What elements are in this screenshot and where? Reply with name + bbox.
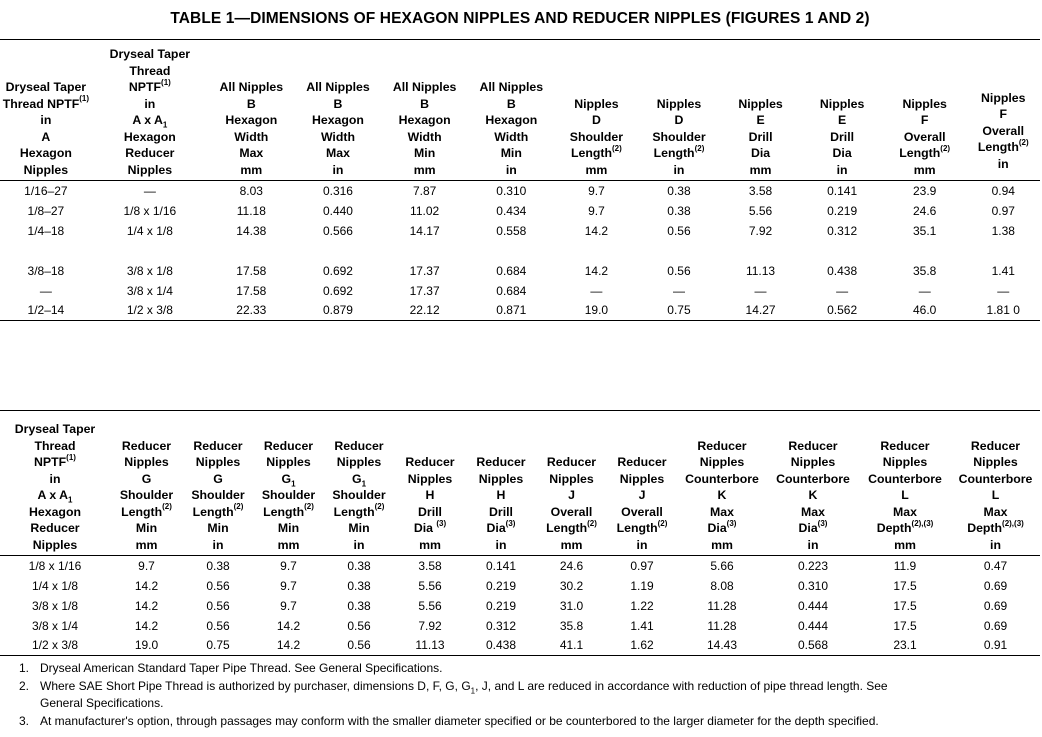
t2-col-j-mm: Reducer Nipples J Overall Length$^{(2)}$ mm — [536, 411, 607, 556]
table1-body — [0, 181, 1040, 321]
table-row — [0, 201, 1040, 221]
table-row — [0, 281, 1040, 301]
table-cell: 1.81 0 — [966, 301, 1040, 321]
footnote-3: 3. At manufacturer's option, through passages may conform with the smaller diameter specified or be counterbored to the larger diameter for the depth specified. — [19, 713, 879, 728]
table-cell: 14.2 — [584, 223, 609, 238]
table-cell: 35.8 — [559, 618, 584, 633]
table-cell: 0.312 — [827, 223, 858, 238]
table-cell: 24.6 — [913, 203, 937, 218]
t1-col-thread-size: Dryseal Taper Thread NPTF$^{(1)}$ in A Hexagon Nipples — [0, 40, 92, 181]
table-cell: 1/16–27 — [24, 183, 68, 198]
table-row — [0, 241, 1040, 281]
table-cell: 17.37 — [409, 263, 440, 278]
table-cell: 8.03 — [239, 183, 263, 198]
table-cell: 0.219 — [827, 203, 858, 218]
table-cell: — — [39, 283, 52, 298]
table-cell: 1/2–14 — [0, 301, 92, 321]
table-cell: 0.56 — [347, 618, 371, 633]
table-cell: 7.92 — [418, 618, 442, 633]
table-cell: 0.438 — [466, 636, 536, 656]
table2-body — [0, 556, 1040, 656]
table-cell: 0.879 — [295, 301, 382, 321]
t2-col-k-in: Reducer Nipples Counterbore K Max Dia$^{(3)}$ in — [767, 411, 859, 556]
reducer-nipples-table — [0, 410, 1040, 656]
t2-col-g-in: Reducer Nipples G Shoulder Length$^{(2)}$ Min in — [183, 411, 253, 556]
table-cell: 17.5 — [893, 578, 917, 593]
table-cell: 9.7 — [280, 598, 297, 613]
table-cell: 35.8 — [913, 263, 937, 278]
table-cell: 7.92 — [748, 223, 773, 238]
t1-col-b-max-in: All Nipples B Hexagon Width Max in — [295, 40, 382, 181]
table-cell: 31.0 — [559, 598, 584, 613]
table-cell: 0.38 — [347, 558, 371, 573]
table-row — [0, 556, 1040, 576]
t1-col-f-in: Nipples F Overall Length$^{(2)}$ in — [966, 40, 1040, 181]
table-cell: 9.7 — [138, 558, 155, 573]
table-cell: 17.58 — [236, 263, 267, 278]
table-cell: 0.56 — [667, 223, 691, 238]
table-cell: 11.18 — [236, 203, 266, 218]
table-cell: 17.58 — [236, 283, 267, 298]
footnote-1: 1. Dryseal American Standard Taper Pipe Thread. See General Specifications. — [19, 661, 443, 675]
table-cell: 0.141 — [827, 183, 858, 198]
table-cell: 0.94 — [991, 183, 1015, 198]
table-cell: 0.75 — [183, 636, 253, 656]
table-cell: 0.223 — [797, 558, 829, 573]
table-cell: 1/8 x 1/16 — [123, 203, 177, 218]
table-cell: — — [590, 283, 603, 298]
t2-col-g-mm: Reducer Nipples G Shoulder Length$^{(2)}$ Min mm — [110, 411, 183, 556]
table-cell: 0.692 — [322, 283, 353, 298]
table-cell: 0.692 — [322, 263, 353, 278]
table-cell: 1/2 x 3/8 — [92, 301, 208, 321]
table-cell: 22.33 — [208, 301, 295, 321]
table-cell: — — [754, 283, 767, 298]
table-cell: 0.97 — [991, 203, 1015, 218]
table-cell: 11.13 — [745, 263, 776, 278]
table-cell: 8.08 — [710, 578, 734, 593]
table-cell: 14.2 — [134, 578, 159, 593]
t1-col-e-in: Nipples E Drill Dia in — [801, 40, 883, 181]
footnotes — [0, 660, 1030, 730]
table-cell: 35.1 — [913, 223, 937, 238]
table-cell: 41.1 — [536, 636, 607, 656]
table-cell: 0.312 — [485, 618, 517, 633]
table-cell: 0.75 — [638, 301, 720, 321]
table-cell: 23.9 — [913, 183, 937, 198]
table-row — [0, 636, 1040, 656]
table-cell: 14.2 — [134, 598, 159, 613]
table-cell: 3/8 x 1/4 — [31, 618, 79, 633]
table-cell: 11.02 — [410, 203, 440, 218]
table-cell: 3/8 x 1/8 — [31, 598, 79, 613]
table-cell: 0.438 — [827, 263, 858, 278]
t1-col-reducer-thread: Dryseal Taper Thread NPTF$^{(1)}$ in A x $A_1$ Hexagon Reducer Nipples — [92, 40, 208, 181]
table-cell: 1.41 — [991, 263, 1015, 278]
table-cell: 1.38 — [991, 223, 1015, 238]
table-cell: 11.9 — [893, 558, 917, 573]
table-cell: 22.12 — [381, 301, 468, 321]
table-cell: 1/8 x 1/16 — [28, 558, 82, 573]
table-cell: 17.5 — [893, 598, 917, 613]
table-cell: — — [836, 283, 849, 298]
table-cell: 1.22 — [630, 598, 654, 613]
table-cell: 0.310 — [797, 578, 829, 593]
table-cell: 0.684 — [496, 263, 527, 278]
table-cell: — — [997, 283, 1010, 298]
table-cell: 3.58 — [418, 558, 442, 573]
table-cell: 7.87 — [412, 183, 437, 198]
table-cell: 0.56 — [324, 636, 394, 656]
table-cell: 0.568 — [767, 636, 859, 656]
table-cell: 1/4 x 1/8 — [126, 223, 173, 238]
table-cell: 0.69 — [983, 578, 1008, 593]
table-cell: 0.141 — [485, 558, 517, 573]
t2-col-j-in: Reducer Nipples J Overall Length$^{(2)}$ in — [607, 411, 677, 556]
table-cell: 0.97 — [630, 558, 654, 573]
table-cell: 1.19 — [630, 578, 654, 593]
table-row — [0, 221, 1040, 241]
table-cell: 0.56 — [206, 598, 230, 613]
table-cell: 1/4–18 — [27, 223, 65, 238]
table-cell: 0.440 — [322, 203, 353, 218]
table-cell: 14.43 — [677, 636, 767, 656]
t1-col-b-min-mm: All Nipples B Hexagon Width Min mm — [381, 40, 468, 181]
table-cell: 14.2 — [253, 636, 324, 656]
table-cell: 11.28 — [707, 598, 737, 613]
table-cell: 14.2 — [276, 618, 301, 633]
t2-col-h-mm: Reducer Nipples H Drill Dia $^{(3)}$ mm — [394, 411, 466, 556]
table-cell: 0.56 — [206, 618, 230, 633]
table-cell: 0.684 — [496, 283, 527, 298]
t2-col-h-in: Reducer Nipples H Drill Dia$^{(3)}$ in — [466, 411, 536, 556]
table-cell: 0.69 — [983, 598, 1008, 613]
table-cell: 3/8 x 1/8 — [126, 263, 173, 278]
t2-col-thread-size: Dryseal Taper Thread NPTF$^{(1)}$ in A x $A_1$ Hexagon Reducer Nipples — [0, 411, 110, 556]
t2-col-k-mm: Reducer Nipples Counterbore K Max Dia$^{(3)}$ mm — [677, 411, 767, 556]
t2-col-g1-mm: Reducer Nipples $G_1$ Shoulder Length$^{(2)}$ Min mm — [253, 411, 324, 556]
table-cell: 0.871 — [468, 301, 555, 321]
table1-header-row — [0, 40, 1040, 181]
table-cell: 24.6 — [559, 558, 584, 573]
t2-col-g1-in: Reducer Nipples $G_1$ Shoulder Length$^{(2)}$ Min in — [324, 411, 394, 556]
table-cell: 0.56 — [667, 263, 691, 278]
table-cell: 17.5 — [893, 618, 917, 633]
t1-col-f-mm: Nipples F Overall Length$^{(2)}$ mm — [883, 40, 967, 181]
table-row — [0, 596, 1040, 616]
table-row — [0, 576, 1040, 596]
table-cell: 1/8–27 — [27, 203, 65, 218]
table-cell: 0.38 — [206, 558, 230, 573]
table-cell: 46.0 — [883, 301, 967, 321]
table-cell: 3/8–18 — [27, 263, 65, 278]
t1-col-d-mm: Nipples D Shoulder Length$^{(2)}$ mm — [555, 40, 639, 181]
table-cell: 1.62 — [607, 636, 677, 656]
table-cell: 5.66 — [710, 558, 734, 573]
t1-col-b-max-mm: All Nipples B Hexagon Width Max mm — [208, 40, 295, 181]
table-cell: 0.444 — [797, 618, 829, 633]
table-cell: 9.7 — [280, 578, 297, 593]
table-cell: 0.566 — [322, 223, 353, 238]
table-cell: 0.56 — [206, 578, 230, 593]
t1-col-d-in: Nipples D Shoulder Length$^{(2)}$ in — [638, 40, 720, 181]
table-cell: — — [672, 283, 685, 298]
table-cell: 0.69 — [983, 618, 1008, 633]
table-cell: 5.56 — [748, 203, 773, 218]
t2-col-l-in: Reducer Nipples Counterbore L Max Depth$^{(2),(3)}$ in — [951, 411, 1040, 556]
table-cell: 0.38 — [347, 578, 371, 593]
table-cell: 5.56 — [418, 598, 442, 613]
table-cell: — — [143, 183, 156, 198]
table-row — [0, 181, 1040, 201]
table-cell: 0.219 — [485, 578, 517, 593]
table-cell: 19.0 — [555, 301, 639, 321]
table-cell: 14.27 — [720, 301, 802, 321]
table-cell: 0.219 — [485, 598, 517, 613]
table-cell: 0.562 — [801, 301, 883, 321]
table-cell: 1/4 x 1/8 — [31, 578, 79, 593]
table-cell: 30.2 — [559, 578, 584, 593]
table-cell: 11.13 — [394, 636, 466, 656]
table-cell: 0.316 — [322, 183, 353, 198]
table-cell: 0.91 — [951, 636, 1040, 656]
table-cell: 19.0 — [110, 636, 183, 656]
table-cell: 14.17 — [409, 223, 440, 238]
table-title: TABLE 1—DIMENSIONS OF HEXAGON NIPPLES AND REDUCER NIPPLES (FIGURES 1 AND 2) — [170, 10, 870, 27]
table-cell: 0.38 — [347, 598, 371, 613]
table-cell: 0.47 — [983, 558, 1008, 573]
table-cell: 5.56 — [418, 578, 442, 593]
table-cell: 11.28 — [707, 618, 737, 633]
table-cell: 0.444 — [797, 598, 829, 613]
table-row — [0, 616, 1040, 636]
table-cell: 1.41 — [630, 618, 654, 633]
table-row — [0, 301, 1040, 321]
table-cell: 3/8 x 1/4 — [126, 283, 173, 298]
table-cell: 1/2 x 3/8 — [0, 636, 110, 656]
table-cell: 9.7 — [280, 558, 297, 573]
table-cell: 14.38 — [236, 223, 267, 238]
table-cell: 0.38 — [667, 183, 691, 198]
t1-col-b-min-in: All Nipples B Hexagon Width Min in — [468, 40, 555, 181]
table-cell: 9.7 — [588, 203, 605, 218]
table-cell: 14.2 — [584, 263, 609, 278]
table-cell: 0.558 — [496, 223, 527, 238]
table-cell: 3.58 — [748, 183, 773, 198]
t2-col-l-mm: Reducer Nipples Counterbore L Max Depth$^{(2),(3)}$ mm — [859, 411, 951, 556]
table-cell: 0.310 — [496, 183, 527, 198]
table-cell: 0.38 — [667, 203, 691, 218]
table-cell: 9.7 — [588, 183, 605, 198]
table-cell: 23.1 — [859, 636, 951, 656]
table-cell: 0.434 — [496, 203, 527, 218]
hexagon-nipples-table — [0, 39, 1040, 321]
t1-col-e-mm: Nipples E Drill Dia mm — [720, 40, 802, 181]
table-cell: — — [918, 283, 931, 298]
table-cell: 17.37 — [409, 283, 440, 298]
table-cell: 14.2 — [134, 618, 159, 633]
footnote-2: 2. Where SAE Short Pipe Thread is authorized by purchaser, dimensions D, F, G, $G_1$, J, and L are reduced in accordance with reduction of pipe thread length. See General Specifications. — [19, 678, 888, 710]
table2-header-row — [0, 411, 1040, 556]
